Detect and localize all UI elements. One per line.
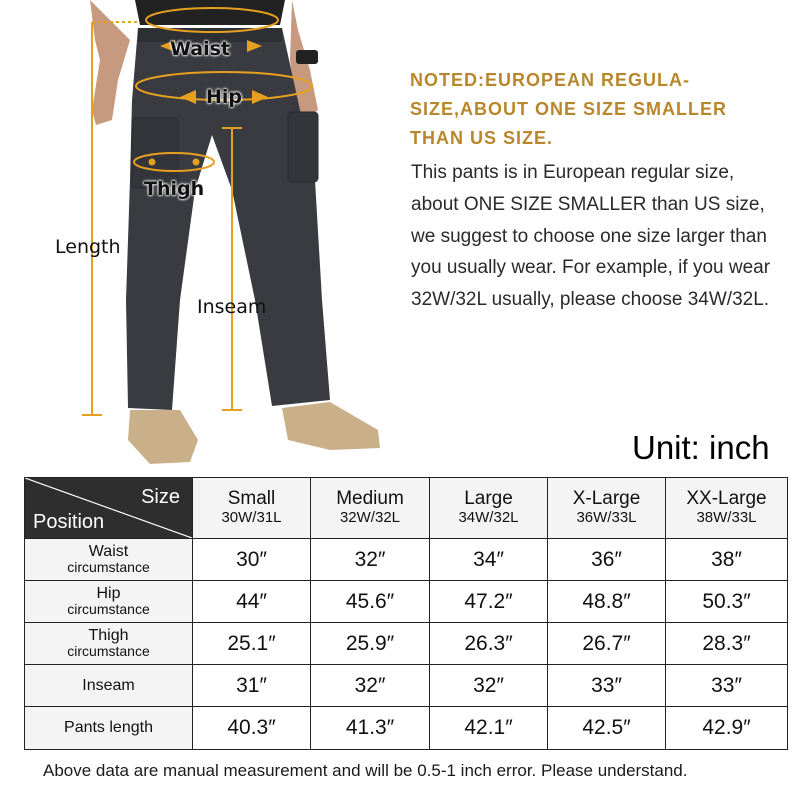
- table-cell: 44″: [193, 581, 311, 623]
- row-sublabel: circumstance: [67, 643, 150, 659]
- table-cell: 42.5″: [548, 707, 666, 750]
- table-cell: 38″: [666, 539, 788, 581]
- column-header-small: [193, 478, 311, 539]
- column-header-medium: [311, 478, 430, 539]
- column-size-code: 38W/33L: [696, 509, 757, 526]
- row-header: [25, 665, 193, 707]
- table-cell: 33″: [548, 665, 666, 707]
- column-name: X-Large: [572, 488, 641, 509]
- measurement-disclaimer: Above data are manual measurement and will be 0.5-1 inch error. Please understand.: [43, 761, 688, 780]
- right-cargo-pocket: [288, 112, 318, 182]
- size-note-body: This pants is in European regular size, about ONE SIZE SMALLER than US size, we suggest to choose one size larger than you usually wear. For example, if you wear 32W/32L usually, please choose 34W/32L.: [411, 162, 771, 311]
- size-chart-table: [24, 477, 788, 750]
- length-label: Length: [55, 236, 121, 258]
- table-row-waist: [25, 539, 788, 581]
- table-corner-cell: [25, 478, 193, 539]
- thigh-dot-right: [193, 159, 200, 166]
- row-label: Inseam: [82, 676, 135, 694]
- table-cell: 42.9″: [666, 707, 788, 750]
- table-cell: 40.3″: [193, 707, 311, 750]
- table-cell: 30″: [193, 539, 311, 581]
- thigh-label: Thigh: [144, 178, 205, 200]
- column-size-code: 30W/31L: [221, 509, 282, 526]
- table-cell: 31″: [193, 665, 311, 707]
- pants-illustration: [0, 0, 400, 470]
- size-note-title: NOTED:EUROPEAN REGULA- SIZE,ABOUT ONE SIZE SMALLER THAN US SIZE.: [410, 70, 728, 148]
- column-name: XX-Large: [686, 488, 767, 509]
- table-row-inseam: [25, 665, 788, 707]
- table-row-pants-length: [25, 707, 788, 750]
- table-header-row: [25, 478, 788, 539]
- column-size-code: 36W/33L: [576, 509, 637, 526]
- left-arm: [90, 0, 130, 125]
- table-cell: 32″: [430, 665, 548, 707]
- column-header-x-large: [548, 478, 666, 539]
- row-label: Pants length: [64, 719, 153, 736]
- table-cell: 47.2″: [430, 581, 548, 623]
- table-cell: 28.3″: [666, 623, 788, 665]
- table-cell: 25.9″: [311, 623, 430, 665]
- row-header: [25, 707, 193, 750]
- column-name: Small: [227, 488, 276, 509]
- watch-icon: [296, 50, 318, 64]
- table-cell: 41.3″: [311, 707, 430, 750]
- table-cell: 26.3″: [430, 623, 548, 665]
- unit-label: Unit: inch: [632, 429, 770, 466]
- table-cell: 32″: [311, 665, 430, 707]
- table-cell: 45.6″: [311, 581, 430, 623]
- left-boot: [128, 410, 198, 464]
- row-label: Thigh: [88, 627, 129, 644]
- table-cell: 34″: [430, 539, 548, 581]
- table-cell: 25.1″: [193, 623, 311, 665]
- table-cell: 42.1″: [430, 707, 548, 750]
- right-boot: [282, 402, 380, 450]
- table-cell: 33″: [666, 665, 788, 707]
- corner-size-label: Size: [141, 486, 180, 508]
- column-size-code: 32W/32L: [339, 509, 401, 526]
- row-label: Hip: [96, 585, 121, 602]
- row-header: [25, 539, 193, 581]
- hip-label: Hip: [206, 86, 243, 108]
- table-cell: 48.8″: [548, 581, 666, 623]
- thigh-dot-left: [149, 159, 156, 166]
- corner-position-label: Position: [33, 511, 105, 533]
- table-row-thigh: [25, 623, 788, 665]
- column-header-large: [430, 478, 548, 539]
- row-sublabel: circumstance: [67, 601, 150, 617]
- waist-label: Waist: [170, 38, 231, 60]
- row-label: Waist: [88, 543, 129, 560]
- table-cell: 32″: [311, 539, 430, 581]
- inseam-label: Inseam: [197, 296, 267, 318]
- table-cell: 36″: [548, 539, 666, 581]
- row-sublabel: circumstance: [67, 559, 150, 575]
- column-header-xx-large: [666, 478, 788, 539]
- table-cell: 26.7″: [548, 623, 666, 665]
- table-cell: 50.3″: [666, 581, 788, 623]
- row-header: [25, 581, 193, 623]
- column-size-code: 34W/32L: [458, 509, 519, 526]
- table-row-hip: [25, 581, 788, 623]
- column-name: Large: [464, 488, 513, 509]
- pants-drawing: [0, 0, 400, 470]
- column-name: Medium: [336, 488, 404, 509]
- row-header: [25, 623, 193, 665]
